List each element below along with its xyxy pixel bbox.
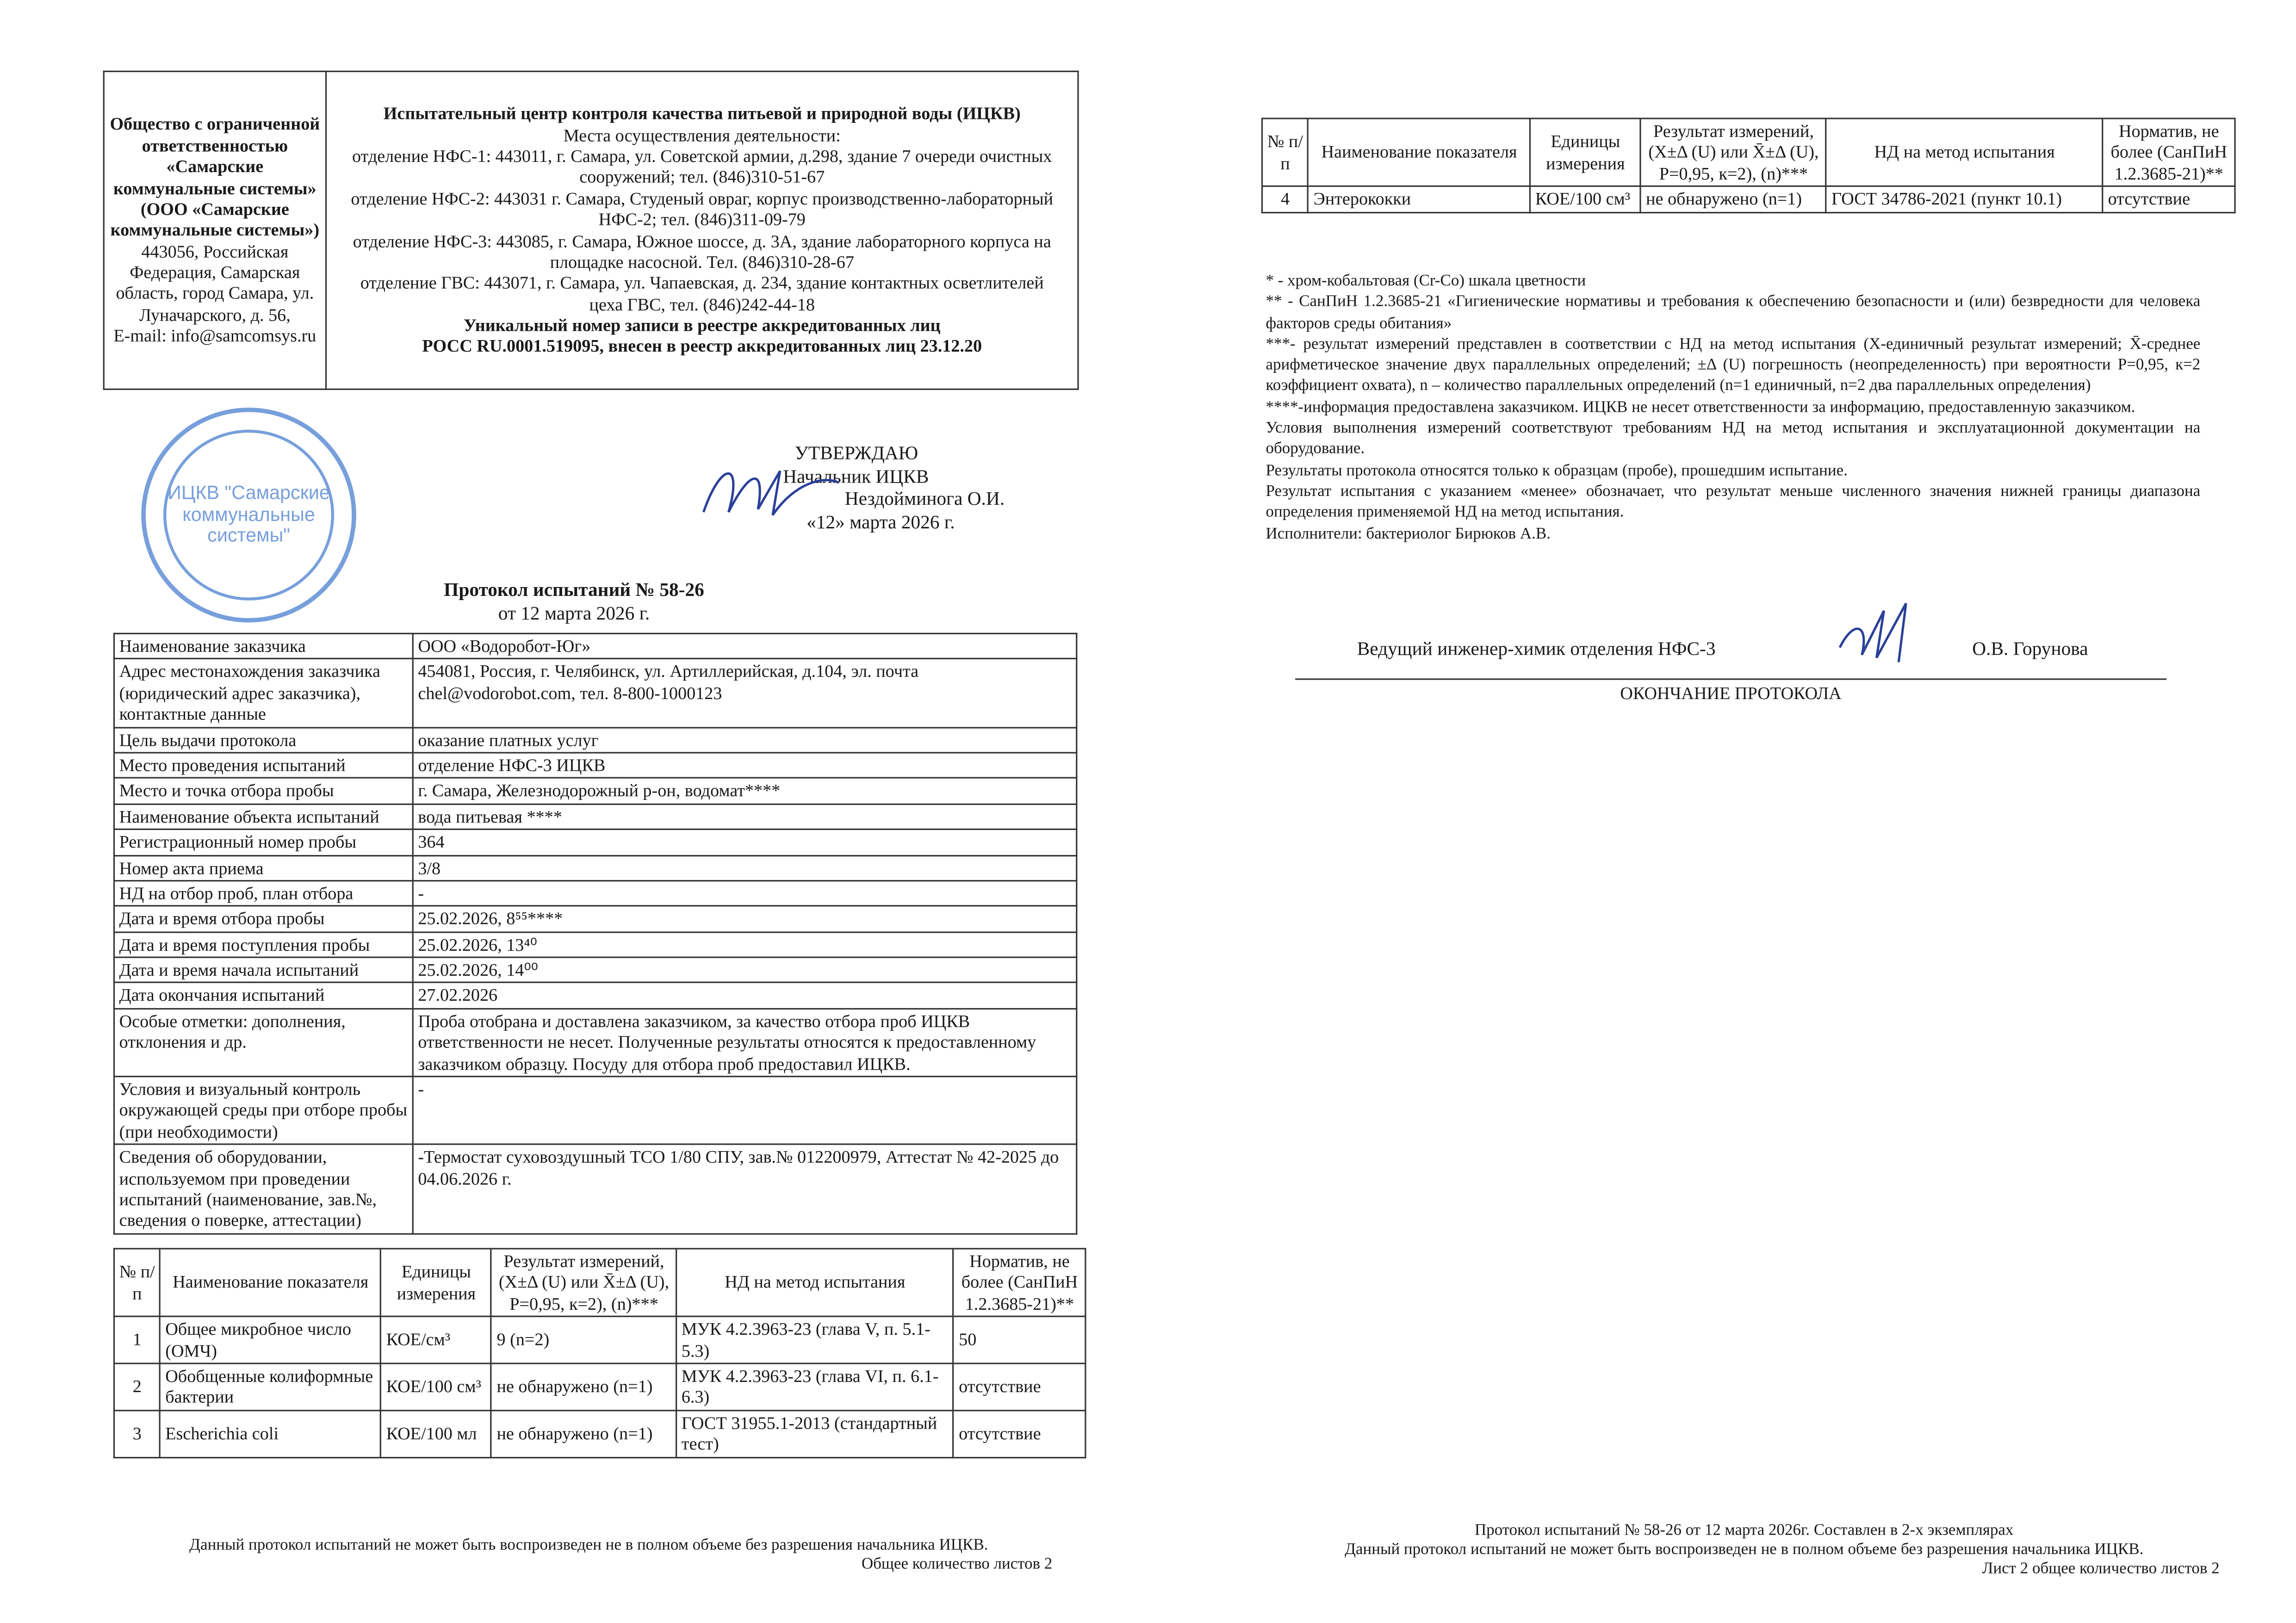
header-table xyxy=(103,71,1079,390)
approval-block xyxy=(692,441,1045,533)
info-label: Адрес местонахождения заказчика (юридический адрес заказчика), контактные данные xyxy=(114,659,413,727)
footnotes xyxy=(1266,271,2200,544)
results-cell: КОЕ/100 мл xyxy=(381,1410,491,1457)
results-row xyxy=(114,1410,1086,1457)
branch-1: отделение НФС-1: 443011, г. Самара, ул. Советской армии, д.298, здание 7 очереди очистных сооружений; тел. (846)310-51-67 xyxy=(352,145,1052,188)
info-value: оказание платных услуг xyxy=(413,727,1077,753)
results-cell: 9 (n=2) xyxy=(491,1317,676,1363)
results-header-row xyxy=(1262,118,2235,186)
column-header: Результат измерений, (X±Δ (U) или X̄±Δ (U), P=0,95, к=2), (n)*** xyxy=(491,1249,676,1317)
results-cell: 50 xyxy=(954,1317,1086,1363)
end-of-protocol: ОКОНЧАНИЕ ПРОТОКОЛА xyxy=(1620,682,1842,704)
info-label: Регистрационный номер пробы xyxy=(114,830,413,855)
info-label: Дата и время начала испытаний xyxy=(114,957,413,983)
results-cell: Энтерококки xyxy=(1308,186,1530,212)
results-cell: 1 xyxy=(114,1317,161,1363)
center-cell xyxy=(326,71,1078,389)
info-label: Цель выдачи протокола xyxy=(114,727,413,753)
footnote: ***- результат измерений представлен в соответствии с НД на метод испытания (X-единичный результат измерений; X̄-среднее арифметическое значение двух параллельных определений; ±Δ (U) погрешность (неопределенность) при вероятности P=0,95, к=2 коэффициент охвата), n – количество параллельных определений (n=1 единичный, n=2 два параллельных определения) xyxy=(1266,335,2201,395)
column-header: № п/п xyxy=(114,1249,161,1317)
results-cell: КОЕ/100 см³ xyxy=(381,1363,491,1410)
footnote: Результат испытания с указанием «менее» обозначает, что результат меньше численного значения нижней границы диапазона определения применяемой НД на метод испытания. xyxy=(1266,483,2201,521)
info-value: вода питьевая **** xyxy=(413,804,1077,829)
results-cell: 4 xyxy=(1262,186,1309,212)
info-value: 3/8 xyxy=(413,855,1077,880)
info-row xyxy=(114,1077,1077,1145)
results-cell: не обнаружено (n=1) xyxy=(491,1363,676,1410)
stamp-text: ИЦКВ "Самарские коммунальные системы" xyxy=(168,480,330,547)
info-label: Условия и визуальный контроль окружающей среды при отборе пробы (при необходимости) xyxy=(114,1077,413,1145)
results-row xyxy=(114,1317,1086,1363)
info-label: Наименование заказчика xyxy=(114,633,413,659)
info-label: Наименование объекта испытаний xyxy=(114,804,413,829)
results-cell: Обобщенные колиформные бактерии xyxy=(160,1363,381,1410)
results-cell: отсутствие xyxy=(954,1363,1086,1410)
info-value: 27.02.2026 xyxy=(413,983,1077,1009)
accreditation-1: Уникальный номер записи в реестре аккредитованных лиц xyxy=(463,315,941,336)
info-row xyxy=(114,957,1077,983)
signoff-name: О.В. Горунова xyxy=(1972,637,2088,659)
results-cell: КОЕ/см³ xyxy=(381,1317,491,1363)
results-cell: ГОСТ 34786-2021 (пункт 10.1) xyxy=(1826,186,2103,212)
info-row xyxy=(114,804,1077,829)
results-row xyxy=(114,1363,1086,1410)
info-label: Сведения об оборудовании, используемом при проведении испытаний (наименование, зав.№, сведения о поверке, аттестации) xyxy=(114,1145,413,1234)
info-value: 25.02.2026, 8⁵⁵**** xyxy=(413,906,1077,932)
info-value: отделение НФС-3 ИЦКВ xyxy=(413,753,1077,778)
info-value: 454081, Россия, г. Челябинск, ул. Артиллерийская, д.104, эл. почта chel@vodorobot.com, тел. 8-800-1000123 xyxy=(413,659,1077,727)
org-cell xyxy=(104,71,326,389)
info-row xyxy=(114,633,1077,659)
org-email: E-mail: info@samcomsys.ru xyxy=(113,325,316,347)
branch-3: отделение НФС-3: 443085, г. Самара, Южное шоссе, д. 3А, здание лабораторного корпуса на площадке насосной. Тел. (846)310-28-67 xyxy=(353,230,1051,273)
footer-sheet-count: Общее количество листов 2 xyxy=(861,1555,1053,1573)
info-label: Номер акта приема xyxy=(114,855,413,880)
branch-4: отделение ГВС: 443071, г. Самара, ул. Чапаевская, д. 234, здание контактных осветлителей цеха ГВС, тел. (846)242-44-18 xyxy=(360,273,1044,315)
footer-right xyxy=(1266,1522,2222,1580)
results-cell: отсутствие xyxy=(954,1410,1086,1457)
results-cell: 3 xyxy=(114,1410,161,1457)
approve-label: УТВЕРЖДАЮ xyxy=(794,441,918,464)
footnote: ****-информация предоставлена заказчиком. ИЦКВ не несет ответственности за информацию, предоставленную заказчиком. xyxy=(1266,398,2135,416)
org-address: 443056, Российская Федерация, Самарская область, город Самара, ул. Луначарского, д. 56, xyxy=(116,241,314,325)
column-header: Результат измерений, (X±Δ (U) или X̄±Δ (U), P=0,95, к=2), (n)*** xyxy=(1641,118,1826,186)
results-header-row xyxy=(114,1249,1086,1317)
info-row xyxy=(114,659,1077,727)
results-cell: 2 xyxy=(114,1363,161,1410)
column-header: НД на метод испытания xyxy=(1826,118,2103,186)
info-row xyxy=(114,983,1077,1009)
info-value: Проба отобрана и доставлена заказчиком, за качество отбора проб ИЦКВ ответственности не несет. Полученные результаты относятся к предоставленному заказчиком образцу. Посуду для отбора проб предоставил ИЦКВ. xyxy=(413,1009,1077,1077)
info-value: - xyxy=(413,1077,1077,1145)
approver-name: Нездойминога О.И. xyxy=(844,487,1005,510)
footer-disclaimer: Данный протокол испытаний не может быть воспроизведен не в полном объеме без разрешения начальника ИЦКВ. xyxy=(189,1536,988,1554)
signature-icon xyxy=(692,453,854,527)
column-header: НД на метод испытания xyxy=(676,1249,954,1317)
organization-stamp xyxy=(141,408,356,622)
info-value: 25.02.2026, 14⁰⁰ xyxy=(413,957,1077,983)
results-cell: МУК 4.2.3963-23 (глава V, п. 5.1-5.3) xyxy=(676,1317,954,1363)
footer-disclaimer: Данный протокол испытаний не может быть воспроизведен не в полном объеме без разрешения начальника ИЦКВ. xyxy=(1345,1541,2144,1559)
results-cell: Общее микробное число (ОМЧ) xyxy=(160,1317,381,1363)
divider xyxy=(1295,678,2166,680)
info-row xyxy=(114,855,1077,880)
info-row xyxy=(114,778,1077,804)
info-row xyxy=(114,1009,1077,1077)
footnote: Условия выполнения измерений соответствуют требованиям НД на метод испытания и эксплуатационной документации на оборудование. xyxy=(1266,419,2201,458)
info-value: ООО «Водоробот-Юг» xyxy=(413,633,1077,659)
info-row xyxy=(114,906,1077,932)
footnote: Результаты протокола относятся только к образцам (пробе), прошедшим испытание. xyxy=(1266,461,1848,479)
footnote: ** - СанПиН 1.2.3685-21 «Гигиенические нормативы и требования к обеспечению безопасности и (или) безвредности для человека факторов среды обитания» xyxy=(1266,293,2201,332)
info-label: Дата окончания испытаний xyxy=(114,983,413,1009)
info-value: г. Самара, Железнодорожный р-он, водомат**** xyxy=(413,778,1077,804)
info-label: Место проведения испытаний xyxy=(114,753,413,778)
results-cell: не обнаружено (n=1) xyxy=(1641,186,1826,212)
info-label: Дата и время поступления пробы xyxy=(114,932,413,957)
column-header: Единицы измерения xyxy=(381,1249,491,1317)
results-cell: КОЕ/100 см³ xyxy=(1530,186,1641,212)
info-label: Дата и время отбора пробы xyxy=(114,906,413,932)
column-header: Наименование показателя xyxy=(1308,118,1530,186)
signoff-position: Ведущий инженер-химик отделения НФС-3 xyxy=(1357,637,1716,659)
results-cell: МУК 4.2.3963-23 (глава VI, п. 6.1-6.3) xyxy=(676,1363,954,1410)
protocol-date: от 12 марта 2026 г. xyxy=(498,601,650,624)
results-row xyxy=(1262,186,2235,212)
column-header: Единицы измерения xyxy=(1530,118,1641,186)
protocol-heading xyxy=(353,578,794,624)
info-row xyxy=(114,880,1077,906)
column-header: Норматив, не более (СанПиН 1.2.3685-21)** xyxy=(954,1249,1086,1317)
info-value: 25.02.2026, 13⁴⁰ xyxy=(413,932,1077,957)
column-header: Норматив, не более (СанПиН 1.2.3685-21)** xyxy=(2103,118,2235,186)
branch-2: отделение НФС-2: 443031 г. Самара, Студеный овраг, корпус производственно-лабораторный НФС-2; тел. (846)311-09-79 xyxy=(351,188,1054,230)
center-title: Испытательный центр контроля качества питьевой и природной воды (ИЦКВ) xyxy=(383,103,1021,124)
results-table xyxy=(113,1248,1086,1457)
footnote: * - хром-кобальтовая (Cr-Co) шкала цветности xyxy=(1266,272,1586,290)
info-value: 364 xyxy=(413,830,1077,855)
results-cell: ГОСТ 31955.1-2013 (стандартный тест) xyxy=(676,1410,954,1457)
info-value: -Термостат суховоздушный ТСО 1/80 СПУ, зав.№ 012200979, Аттестат № 42-2025 до 04.06.2026 г. xyxy=(413,1145,1077,1234)
protocol-title: Протокол испытаний № 58-26 xyxy=(444,578,704,601)
info-row xyxy=(114,830,1077,855)
accreditation-2: РОСС RU.0001.519095, внесен в реестр аккредитованных лиц 23.12.20 xyxy=(422,336,982,357)
footer-copies: Протокол испытаний № 58-26 от 12 марта 2026г. Составлен в 2-х экземплярах xyxy=(1475,1521,2014,1540)
info-table xyxy=(113,633,1077,1234)
results-table-page2 xyxy=(1261,118,2236,212)
approval-date: «12» марта 2026 г. xyxy=(807,510,955,533)
approver-position: Начальник ИЦКВ xyxy=(783,464,929,487)
places-title: Места осуществления деятельности: xyxy=(563,124,841,145)
footer-left xyxy=(88,1536,1089,1575)
info-row xyxy=(114,932,1077,957)
info-label: Место и точка отбора пробы xyxy=(114,778,413,804)
info-row xyxy=(114,753,1077,778)
column-header: Наименование показателя xyxy=(160,1249,381,1317)
info-row xyxy=(114,727,1077,753)
results-cell: отсутствие xyxy=(2103,186,2235,212)
results-cell: не обнаружено (n=1) xyxy=(491,1410,676,1457)
info-label: НД на отбор проб, план отбора xyxy=(114,880,413,906)
info-value: - xyxy=(413,880,1077,906)
info-label: Особые отметки: дополнения, отклонения и др. xyxy=(114,1009,413,1077)
info-row xyxy=(114,1145,1077,1234)
signature-icon xyxy=(1832,596,1936,669)
footer-sheet: Лист 2 общее количество листов 2 xyxy=(1982,1560,2220,1579)
footnote: Исполнители: бактериолог Бирюков А.В. xyxy=(1266,525,1551,543)
column-header: № п/п xyxy=(1262,118,1309,186)
results-cell: Escherichia coli xyxy=(160,1410,381,1457)
org-name: Общество с ограниченной ответственностью «Самарские коммунальные системы» (ООО «Самарские коммунальные системы») xyxy=(110,114,320,241)
